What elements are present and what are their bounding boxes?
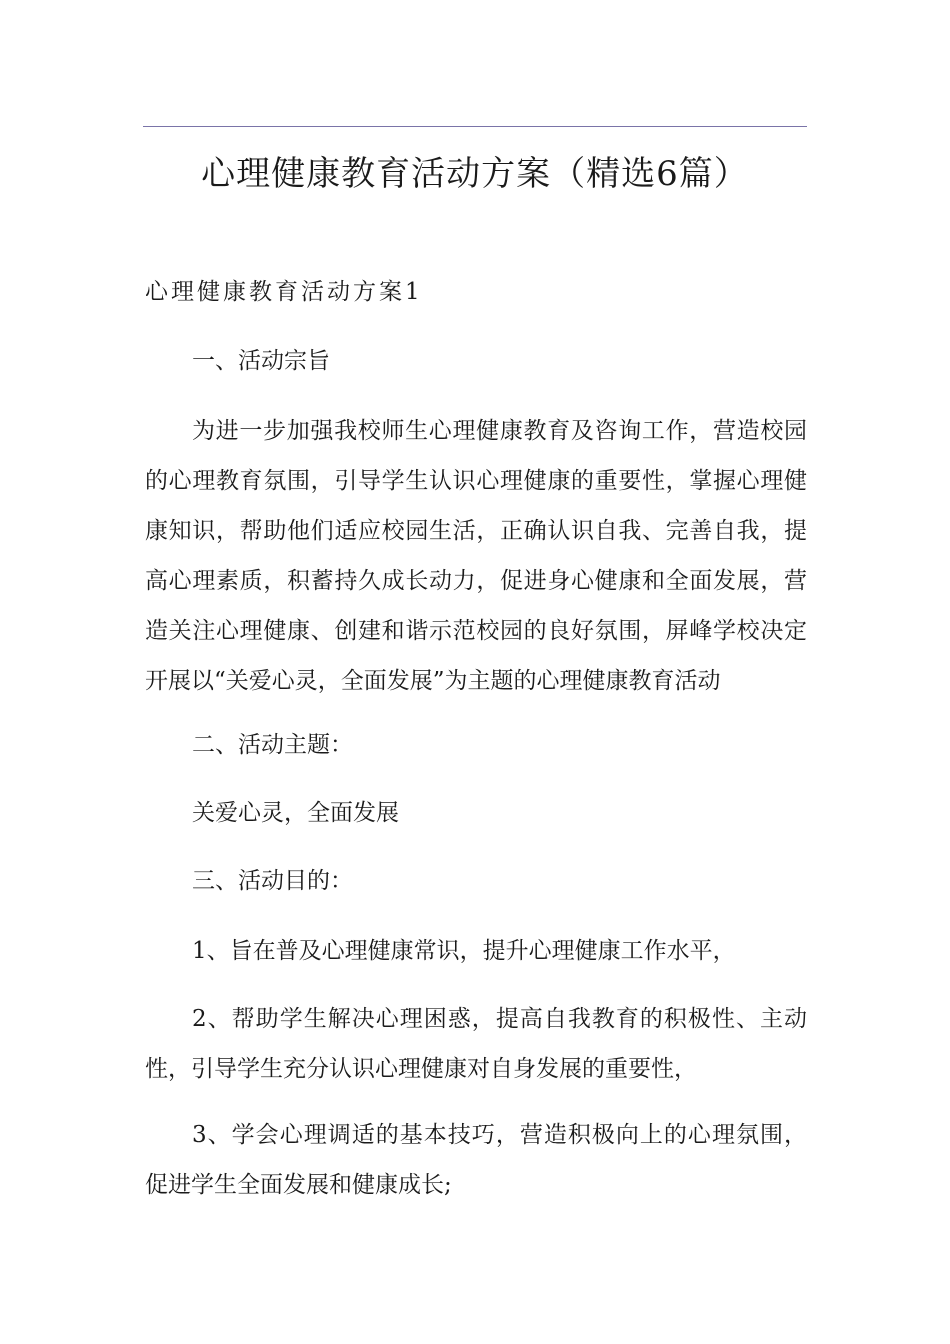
paragraph-goal-1 <box>145 926 807 976</box>
paragraph-purpose-heading <box>145 336 807 386</box>
paragraph-line: 高心理素质，积蓄持久成长动力，促进身心健康和全面发展，营 <box>145 568 807 594</box>
paragraph-line: 开展以“关爱心灵，全面发展”为主题的心理健康教育活动 <box>145 668 721 694</box>
paragraph-line: 的心理教育氛围，引导学生认识心理健康的重要性，掌握心理健 <box>145 468 807 494</box>
paragraph-purpose-body <box>145 406 807 706</box>
section-heading: 心理健康教育活动方案1 <box>145 279 423 305</box>
paragraph-goal-2 <box>145 994 807 1094</box>
paragraph-line: 促进学生全面发展和健康成长; <box>145 1172 452 1198</box>
paragraph-theme-heading <box>145 720 807 770</box>
paragraph-line: 二、活动主题： <box>192 732 353 758</box>
paragraph-line: 三、活动目的： <box>192 868 353 894</box>
paragraph-goal-3 <box>145 1110 807 1210</box>
paragraph-line: 3、学会心理调适的基本技巧，营造积极向上的心理氛围， <box>192 1122 807 1148</box>
paragraph-line: 2、帮助学生解决心理困惑，提高自我教育的积极性、主动 <box>192 1006 807 1032</box>
paragraph-line: 一、活动宗旨 <box>192 348 330 374</box>
header-rule <box>143 126 807 127</box>
paragraph-theme-body <box>145 788 807 838</box>
document-title: 心理健康教育活动方案（精选6篇） <box>201 154 749 194</box>
paragraph-line: 1、旨在普及心理健康常识，提升心理健康工作水平， <box>192 938 736 964</box>
paragraph-line: 性，引导学生充分认识心理健康对自身发展的重要性， <box>145 1056 697 1082</box>
paragraph-goal-heading <box>145 856 807 906</box>
paragraph-line: 关爱心灵，全面发展 <box>192 800 399 826</box>
paragraph-line: 造关注心理健康、创建和谐示范校园的良好氛围，屏峰学校决定 <box>145 618 807 644</box>
paragraph-line: 为进一步加强我校师生心理健康教育及咨询工作，营造校园 <box>192 418 807 444</box>
paragraph-line: 康知识，帮助他们适应校园生活，正确认识自我、完善自我，提 <box>145 518 807 544</box>
